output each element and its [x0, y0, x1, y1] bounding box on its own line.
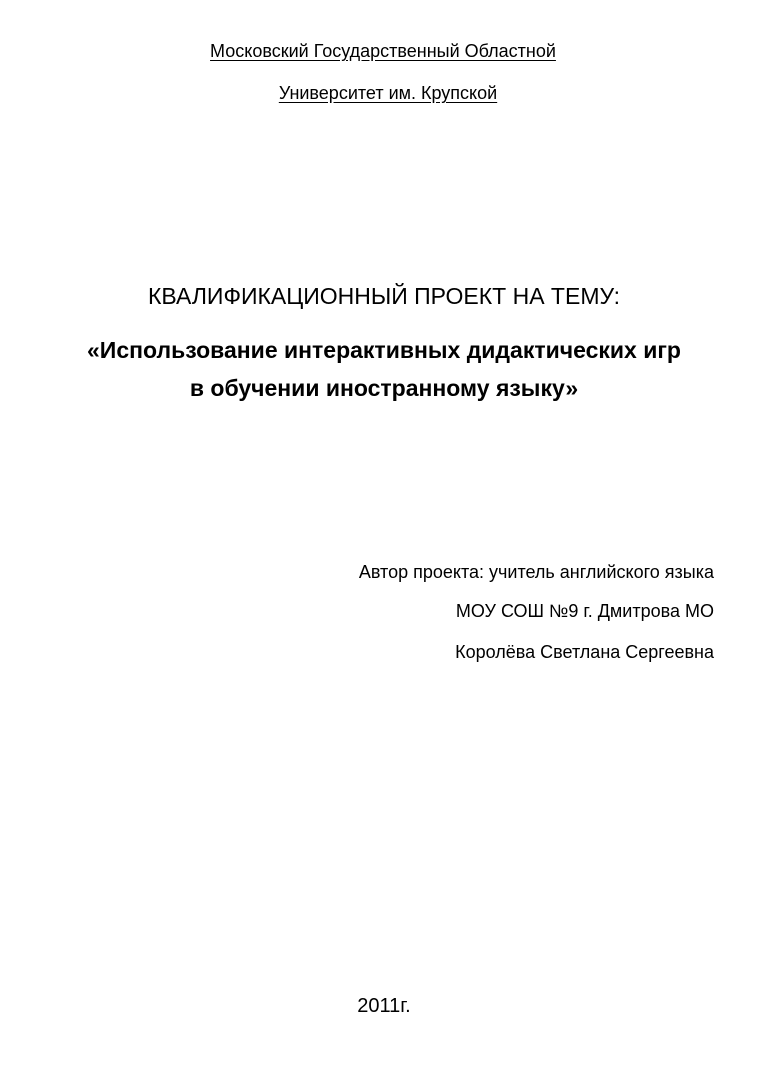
- document-year: 2011г.: [357, 995, 411, 1017]
- author-role: Автор проекта: учитель английского языка: [358, 562, 714, 582]
- author-school: МОУ СОШ №9 г. Дмитрова МО: [455, 601, 714, 621]
- university-name-line-1: Московский Государственный Областной: [210, 41, 556, 61]
- project-heading: КВАЛИФИКАЦИОННЫЙ ПРОЕКТ НА ТЕМУ:: [148, 283, 620, 309]
- university-name-line-2: Университет им. Крупской: [278, 83, 498, 103]
- project-topic-line-2: в обучении иностранному языку»: [189, 375, 579, 401]
- project-topic-line-1: «Использование интерактивных дидактических игр: [87, 337, 681, 363]
- author-name: Королёва Светлана Сергеевна: [455, 642, 714, 662]
